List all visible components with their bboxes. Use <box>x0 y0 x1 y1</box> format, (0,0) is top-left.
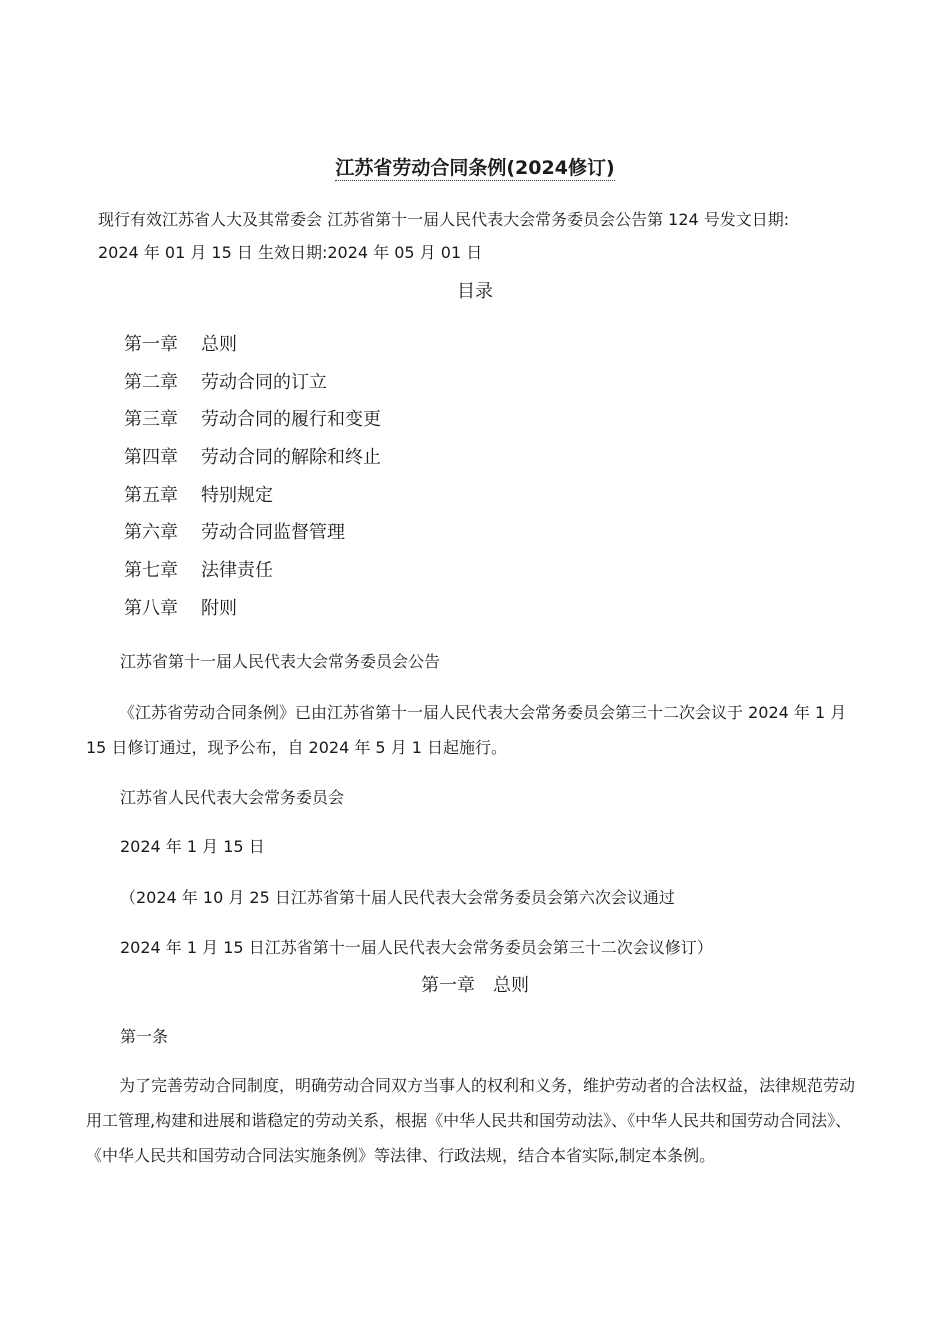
toc-item[interactable] <box>124 521 381 559</box>
meta-line-1: 现行有效江苏省人大及其常委会 江苏省第十一届人民代表大会常务委员会公告第 124 号发文日期: <box>98 210 790 229</box>
toc-item[interactable] <box>124 484 381 522</box>
document-title <box>0 153 950 180</box>
toc-chapter-number: 第六章 <box>124 522 178 544</box>
history-line-1: （2024 年 10 月 25 日江苏省第十届人民代表大会常务委员会第六次会议通过 <box>120 888 675 907</box>
document-title-text: 江苏省劳动合同条例(2024修订) <box>335 157 615 179</box>
toc-chapter-number: 第八章 <box>124 597 178 619</box>
announcement-title: 江苏省第十一届人民代表大会常务委员会公告 <box>120 652 441 671</box>
toc-item[interactable] <box>124 333 381 371</box>
toc-item[interactable] <box>124 597 381 635</box>
issuer: 江苏省人民代表大会常务委员会 <box>120 788 345 807</box>
toc-chapter-name: 劳动合同的履行和变更 <box>201 409 381 431</box>
toc-item[interactable] <box>124 446 381 484</box>
toc-item[interactable] <box>124 408 381 446</box>
toc-chapter-number: 第三章 <box>124 409 178 431</box>
toc-chapter-name: 附则 <box>201 597 237 619</box>
issue-date: 2024 年 1 月 15 日 <box>120 837 265 856</box>
history-line-2: 2024 年 1 月 15 日江苏省第十一届人民代表大会常务委员会第三十二次会议修订） <box>120 938 713 957</box>
article-label: 第一条 <box>120 1027 169 1046</box>
toc-chapter-name: 法律责任 <box>201 560 273 582</box>
toc-chapter-name: 劳动合同的订立 <box>201 371 327 393</box>
meta-line-2: 2024 年 01 月 15 日 生效日期:2024 年 05 月 01 日 <box>98 243 483 262</box>
toc-chapter-name: 劳动合同监督管理 <box>201 522 345 544</box>
toc-chapter-number: 第七章 <box>124 560 178 582</box>
announcement-body: 《江苏省劳动合同条例》已由江苏省第十一届人民代表大会常务委员会第三十二次会议于 2024 年 1 月 15 日修订通过，现予公布，自 2024 年 5 月 1 日起施行。 <box>86 703 847 757</box>
toc-chapter-number: 第四章 <box>124 447 178 469</box>
toc-item[interactable] <box>124 371 381 409</box>
toc-chapter-number: 第一章 <box>124 334 178 355</box>
toc-heading: 目录 <box>457 281 493 302</box>
toc-chapter-number: 第二章 <box>124 371 178 393</box>
toc-chapter-name: 劳动合同的解除和终止 <box>201 447 381 469</box>
toc-chapter-name: 特别规定 <box>201 484 273 506</box>
toc-chapter-name: 总则 <box>201 334 237 355</box>
toc-chapter-number: 第五章 <box>124 484 178 506</box>
chapter-heading: 第一章 总则 <box>421 975 529 996</box>
table-of-contents <box>124 333 381 635</box>
article-body: 为了完善劳动合同制度，明确劳动合同双方当事人的权利和义务，维护劳动者的合法权益，法律规范劳动用工管理,构建和进展和谐稳定的劳动关系，根据《中华人民共和国劳动法》、《中华人民共和国劳动合同法》、《中华人民共和国劳动合同法实施条例》等法律、行政法规，结合本省实际,制定本条例。 <box>86 1076 856 1165</box>
toc-item[interactable] <box>124 559 381 597</box>
